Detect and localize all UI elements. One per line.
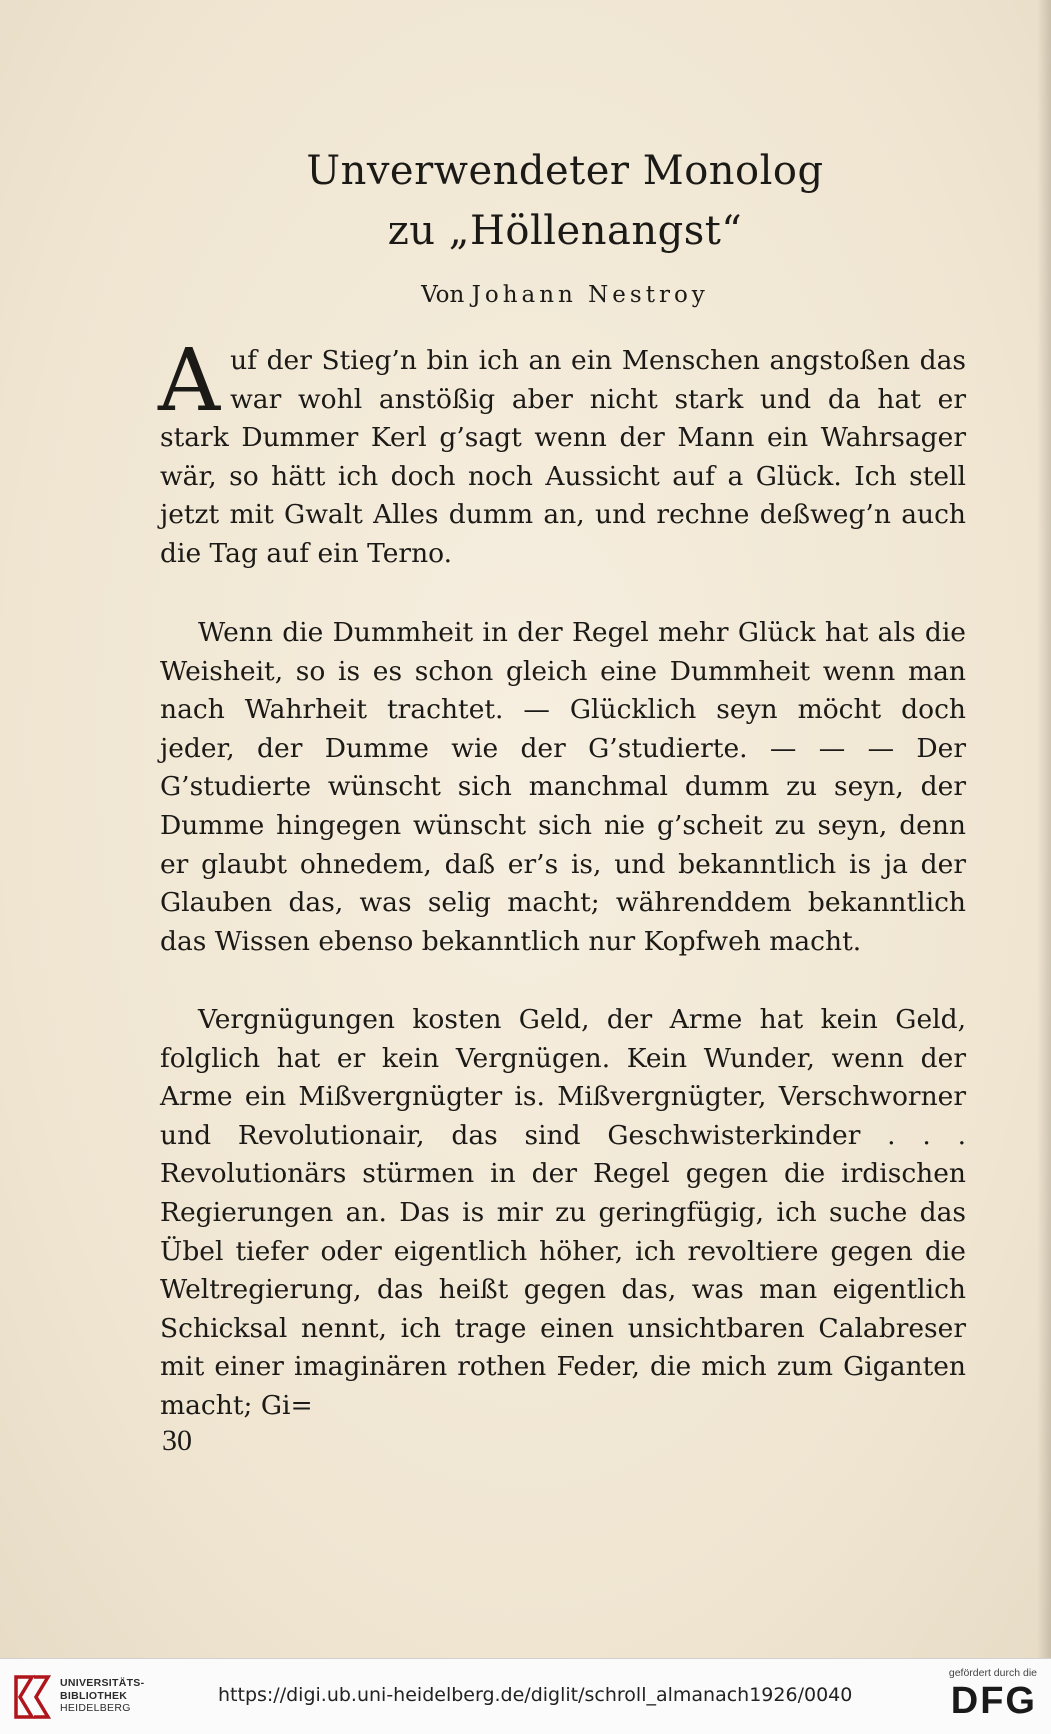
- library-name: UNIVERSITÄTS- BIBLIOTHEK HEIDELBERG: [60, 1677, 145, 1714]
- footer-bar: [0, 1658, 1051, 1734]
- byline-prefix: Von: [421, 282, 465, 308]
- title-line-2: zu „Höllenangst“: [387, 208, 743, 254]
- page-number: 30: [162, 1424, 192, 1457]
- paragraph-1-text: uf der Stieg’n bin ich an ein Menschen angstoßen das war wohl anstößig aber nicht stark und da hat er stark Dummer Kerl g’sagt wenn der Mann ein Wahrsager wär, so hätt ich doch noch Aussicht auf a Glück. Ich stell jetzt mit Gwalt Alles dumm an, und rechne deßweg’n auch die Tag auf ein Terno.: [160, 345, 966, 569]
- byline-author: Johann Nestroy: [471, 282, 709, 308]
- byline: [150, 282, 980, 308]
- drop-cap: A: [158, 331, 221, 431]
- paragraph-2: Wenn die Dummheit in der Regel mehr Glück hat als die Weisheit, so is es schon gleich eine Dummheit wenn man nach Wahrheit trachtet. — Glücklich seyn möcht doch jeder, der Dumme wie der G’studierte. — — — Der G’studierte wünscht sich manchmal dumm zu seyn, der Dumme hingegen wünscht sich nie g’scheit zu seyn, denn er glaubt ohnedem, daß er’s is, und bekanntlich is ja der Glauben das, was selig macht; währenddem bekanntlich das Wissen ebenso bekanntlich nur Kopfweh macht.: [160, 617, 966, 957]
- library-logo-icon: [10, 1673, 54, 1721]
- dfg-logo: DFG: [950, 1680, 1037, 1722]
- funder-block: [917, 1667, 1037, 1723]
- title-line-1: Unverwendeter Monolog: [306, 148, 824, 194]
- paragraph-1: [158, 331, 966, 574]
- permalink-url[interactable]: https://digi.ub.uni-heidelberg.de/diglit/schroll_almanach1926/0040: [218, 1684, 853, 1706]
- funded-by-label: gefördert durch die: [948, 1667, 1037, 1679]
- paragraph-3: Vergnügungen kosten Geld, der Arme hat kein Geld, folglich hat er kein Vergnügen. Kein Wunder, wenn der Arme ein Mißvergnügter is. Mißvergnügter, Verschworner und Revolutionair, das sind Geschwisterkinder . . . Revolutionärs stürmen in der Regel gegen die irdischen Regierungen an. Das is mir zu geringfügig, ich suche das Übel tiefer oder eigentlich höher, ich revoltiere gegen die Weltregierung, das heißt gegen das, was man eigentlich Schicksal nennt, ich trage einen unsichtbaren Calabreser mit einer imaginären rothen Feder, die mich zum Giganten macht; Gi=: [160, 1004, 966, 1421]
